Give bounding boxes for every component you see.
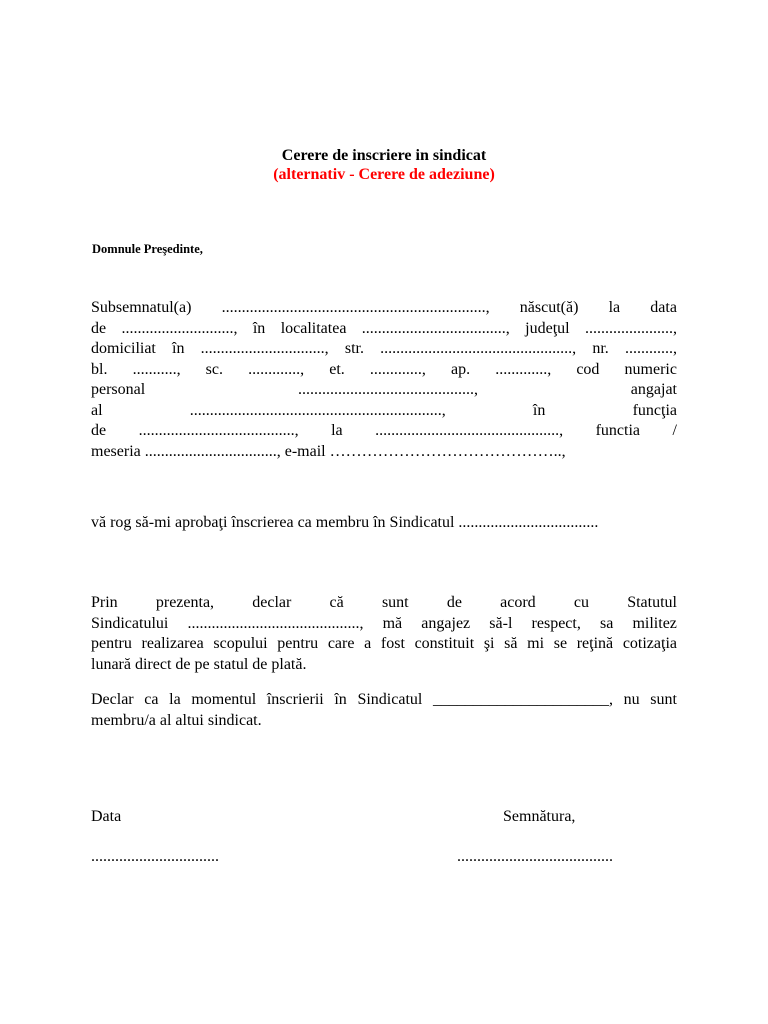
- word: acord: [500, 594, 536, 611]
- word: Sindicatul: [357, 691, 423, 708]
- document-title: Cerere de inscriere in sindicat: [281, 147, 487, 164]
- word: sc.: [205, 360, 223, 378]
- word: respect,: [531, 614, 581, 632]
- word: ......................,: [584, 319, 677, 337]
- applicant-line: meseria ................................., e-mail ……………………………………..,: [91, 442, 566, 460]
- word: înscrierii: [266, 691, 324, 708]
- applicant-line: [91, 360, 677, 381]
- word: sunt: [650, 691, 677, 708]
- word: se: [553, 635, 568, 652]
- word: reţină: [576, 635, 614, 652]
- word: momentul: [191, 691, 257, 708]
- word: pentru: [91, 635, 132, 652]
- date-blank: ................................: [91, 848, 219, 865]
- applicant-line: [91, 319, 677, 340]
- word: constituit: [414, 635, 475, 652]
- word: ...............................,: [200, 340, 329, 357]
- word: ..................................................................,: [221, 299, 490, 316]
- word: Prin: [91, 594, 118, 611]
- word: ...........................................,: [187, 614, 364, 632]
- word: .............,: [369, 360, 426, 378]
- word: pentru: [277, 635, 319, 652]
- declaration-line: lunară direct de pe statul de plată.: [91, 655, 307, 673]
- word: în: [532, 401, 546, 419]
- word: funcţia: [632, 401, 677, 419]
- document-subtitle: (alternativ - Cerere de adeziune): [273, 166, 495, 183]
- applicant-line: [91, 421, 677, 442]
- word: /: [672, 422, 677, 439]
- word: să-l: [489, 614, 513, 632]
- word: născut(ă): [519, 299, 579, 316]
- word: functia: [595, 422, 641, 439]
- word: Subsemnatul(a): [91, 299, 192, 316]
- word: bl.: [91, 360, 108, 378]
- non-membership-declaration: [91, 690, 677, 731]
- word: nu: [623, 691, 640, 708]
- word: angajez: [421, 614, 471, 632]
- word: şi: [483, 635, 495, 652]
- word: ............,: [624, 340, 677, 357]
- word: judeţul: [525, 319, 570, 337]
- word: să: [504, 635, 518, 652]
- declaration-line: [91, 634, 677, 655]
- applicant-line: [91, 339, 677, 360]
- word: .......................................,: [138, 422, 299, 439]
- word: militez: [632, 614, 677, 632]
- word: personal: [91, 381, 146, 398]
- word: în: [252, 319, 266, 337]
- word: sa: [600, 614, 614, 632]
- word: numeric: [624, 360, 677, 378]
- word: că: [329, 594, 344, 611]
- word: cod: [576, 360, 600, 378]
- word: declar: [252, 594, 292, 611]
- word: Declar: [91, 691, 134, 708]
- declaration-line: [91, 614, 677, 635]
- word: care: [327, 635, 355, 652]
- word: domiciliat: [91, 340, 156, 357]
- word: la: [608, 299, 621, 316]
- word: localitatea: [280, 319, 347, 337]
- word: ............................................,: [298, 381, 478, 398]
- word: în: [172, 340, 185, 357]
- word: la: [331, 422, 343, 439]
- word: sunt: [381, 594, 409, 611]
- declaration-line: [91, 593, 677, 614]
- word: de: [446, 594, 462, 611]
- word: et.: [329, 360, 345, 378]
- word: la: [169, 691, 181, 708]
- applicant-line: [91, 380, 677, 401]
- word: de: [91, 422, 107, 439]
- word: realizarea: [141, 635, 204, 652]
- word: mi: [527, 635, 545, 652]
- word: ............................,: [121, 319, 238, 337]
- applicant-line: [91, 298, 677, 319]
- date-label: Data: [91, 808, 122, 825]
- word: ...........,: [132, 360, 181, 378]
- applicant-details-paragraph: [91, 298, 677, 462]
- word: .............,: [248, 360, 305, 378]
- word: scopului: [213, 635, 268, 652]
- word: ..............................................,: [375, 422, 564, 439]
- word: ca: [144, 691, 159, 708]
- word: mă: [382, 614, 403, 632]
- word: str.: [344, 340, 364, 357]
- word: ______________________,: [432, 691, 613, 708]
- word: de: [91, 319, 107, 337]
- declaration-line: membru/a al altui sindicat.: [91, 711, 262, 729]
- word: angajat: [630, 381, 677, 398]
- word: data: [650, 299, 677, 316]
- word: prezenta,: [155, 594, 215, 611]
- word: ....................................,: [361, 319, 510, 337]
- signature-blank: .......................................: [457, 848, 613, 865]
- word: ...............................................................,: [189, 401, 446, 419]
- word: al: [91, 401, 103, 419]
- word: nr.: [592, 340, 609, 357]
- word: cotizaţia: [622, 635, 677, 652]
- word: ap.: [450, 360, 471, 378]
- word: .............,: [495, 360, 552, 378]
- declaration-line: [91, 690, 677, 711]
- signature-label: Semnătura,: [503, 808, 576, 825]
- word: Sindicatului: [91, 614, 169, 632]
- word: Statutul: [627, 594, 677, 611]
- declaration-paragraph: [91, 593, 677, 675]
- word: în: [334, 691, 347, 708]
- word: a: [364, 635, 372, 652]
- salutation: Domnule Preşedinte,: [92, 242, 203, 256]
- word: fost: [380, 635, 405, 652]
- word: cu: [573, 594, 589, 611]
- word: ................................................,: [380, 340, 577, 357]
- applicant-line: [91, 401, 677, 422]
- membership-request: vă rog să-mi aprobaţi înscrierea ca membru în Sindicatul ...................................: [91, 514, 599, 531]
